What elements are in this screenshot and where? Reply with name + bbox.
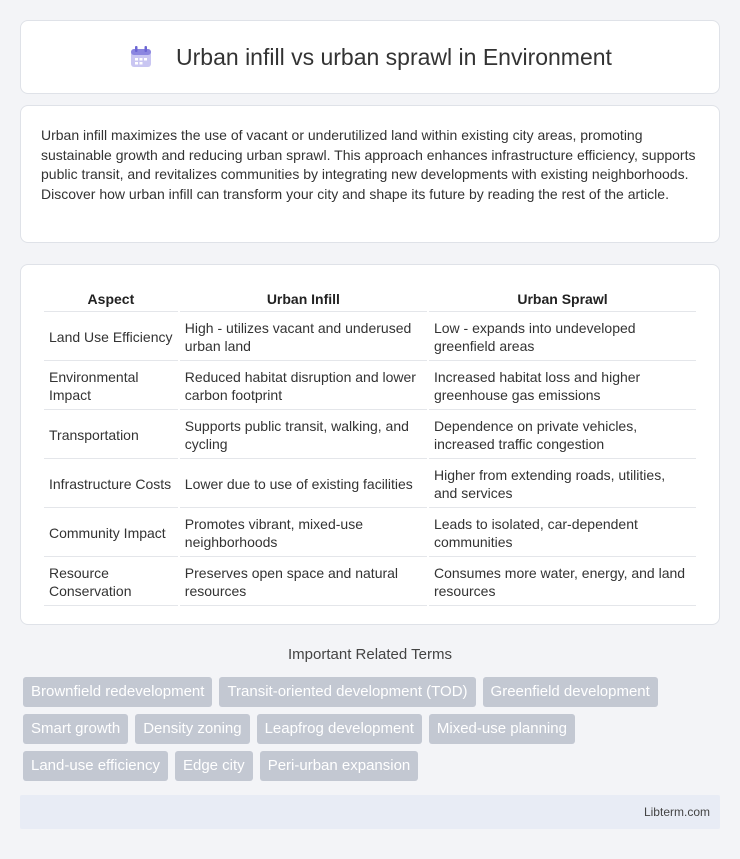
related-term-tag[interactable]: Land-use efficiency [23,751,168,781]
footer-site-link[interactable]: Libterm.com [643,805,710,819]
column-header-urban-infill: Urban Infill [180,287,427,312]
related-term-tag[interactable]: Peri-urban expansion [260,751,419,781]
column-header-aspect: Aspect [44,287,178,312]
cell-urban-sprawl: Dependence on private vehicles, increased traffic congestion [429,412,696,459]
intro-card [20,105,720,243]
cell-urban-infill: Preserves open space and natural resources [180,559,427,606]
comparison-table [42,285,698,608]
related-terms-title: Important Related Terms [288,646,452,663]
cell-urban-sprawl: Increased habitat loss and higher greenhouse gas emissions [429,363,696,410]
comparison-table-card [20,264,720,625]
cell-aspect: Infrastructure Costs [44,461,178,508]
cell-urban-sprawl: Leads to isolated, car-dependent communities [429,510,696,557]
related-term-tag[interactable]: Greenfield development [483,677,658,707]
cell-aspect: Resource Conservation [44,559,178,606]
related-terms-list [23,677,723,788]
table-row [44,461,696,508]
cell-urban-infill: High - utilizes vacant and underused urban land [180,314,427,361]
cell-urban-sprawl: Consumes more water, energy, and land resources [429,559,696,606]
related-term-tag[interactable]: Transit-oriented development (TOD) [219,677,475,707]
table-row [44,559,696,606]
cell-urban-infill: Lower due to use of existing facilities [180,461,427,508]
cell-aspect: Transportation [44,412,178,459]
page-title: Urban infill vs urban sprawl in Environment [176,43,612,70]
cell-urban-infill: Promotes vibrant, mixed-use neighborhoods [180,510,427,557]
table-row [44,412,696,459]
table-header-row [44,287,696,312]
related-term-tag[interactable]: Leapfrog development [257,714,422,744]
related-term-tag[interactable]: Edge city [175,751,253,781]
cell-urban-infill: Supports public transit, walking, and cycling [180,412,427,459]
related-term-tag[interactable]: Mixed-use planning [429,714,575,744]
cell-aspect: Land Use Efficiency [44,314,178,361]
cell-aspect: Environmental Impact [44,363,178,410]
cell-urban-sprawl: Higher from extending roads, utilities, and services [429,461,696,508]
intro-text: Urban infill maximizes the use of vacant or underutilized land within existing city areas, promoting sustainable growth and reducing urban sprawl. This approach enhances infrastructure efficiency, supports public transit, and revitalizes communities by integrating new developments with existing neighborhoods. Discover how urban infill can transform your city and shape its future by reading the rest of the article. [41,127,696,202]
footer [20,795,720,829]
cell-urban-infill: Reduced habitat disruption and lower carbon footprint [180,363,427,410]
header-card [20,20,720,94]
calendar-icon [128,44,154,70]
cell-urban-sprawl: Low - expands into undeveloped greenfield areas [429,314,696,361]
related-term-tag[interactable]: Density zoning [135,714,249,744]
related-term-tag[interactable]: Smart growth [23,714,128,744]
related-term-tag[interactable]: Brownfield redevelopment [23,677,212,707]
table-row [44,363,696,410]
table-row [44,314,696,361]
column-header-urban-sprawl: Urban Sprawl [429,287,696,312]
cell-aspect: Community Impact [44,510,178,557]
table-row [44,510,696,557]
